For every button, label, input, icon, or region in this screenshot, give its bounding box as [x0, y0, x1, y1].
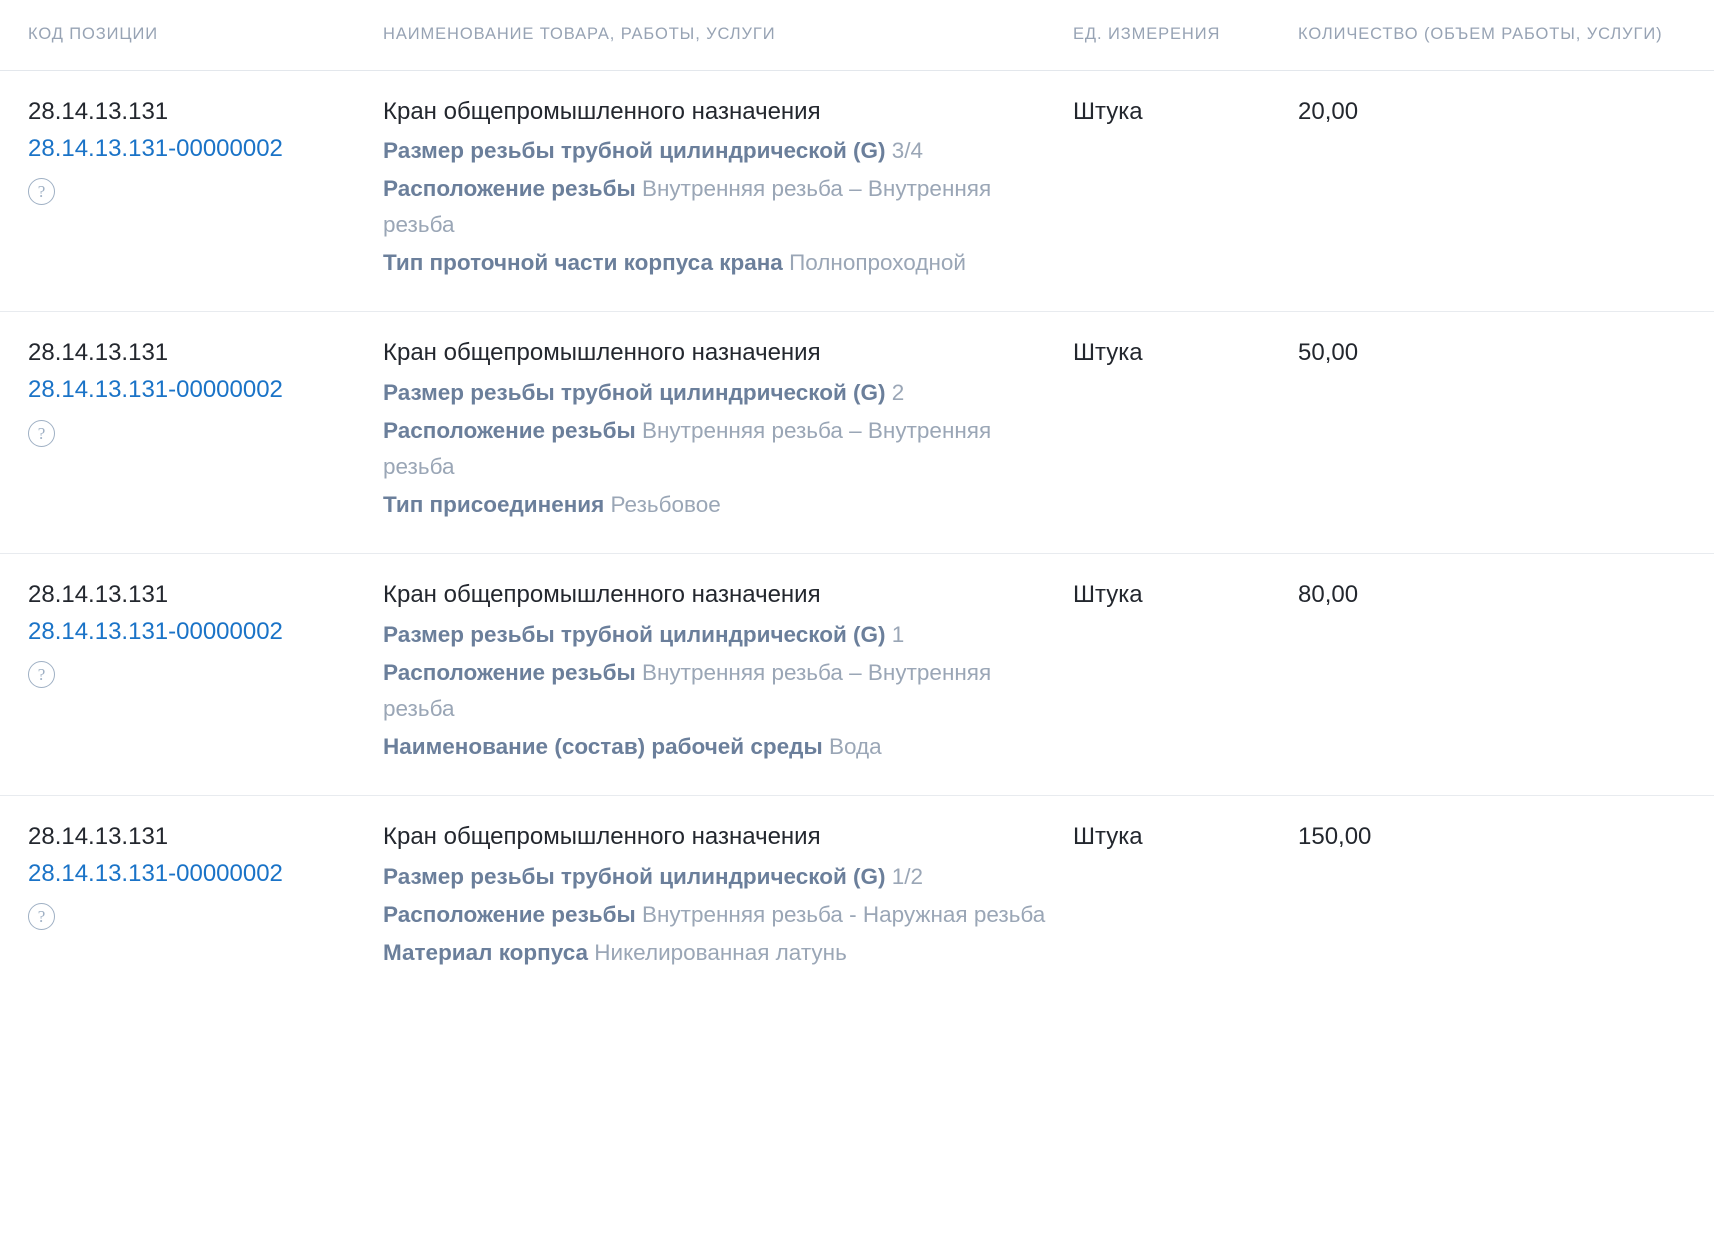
- unit-value: Штука: [1073, 822, 1143, 850]
- attribute-label: Расположение резьбы: [383, 901, 636, 927]
- attribute-value: Внутренняя резьба – Внутренняя резьба: [383, 176, 992, 238]
- unit-value: Штука: [1073, 97, 1143, 125]
- product-attribute: [383, 859, 1055, 895]
- help-icon[interactable]: ?: [28, 420, 55, 447]
- position-code: 28.14.13.131: [28, 581, 169, 609]
- help-icon[interactable]: ?: [28, 903, 55, 930]
- table-body: [0, 71, 1714, 1001]
- attribute-label: Расположение резьбы: [383, 418, 636, 444]
- cell-code: [28, 336, 383, 446]
- quantity-value: 20,00: [1298, 97, 1359, 125]
- cell-unit: [1073, 820, 1298, 854]
- attribute-value: 1: [891, 621, 905, 647]
- attribute-label: Размер резьбы трубной цилиндрической (G): [383, 380, 886, 406]
- attribute-label: Размер резьбы трубной цилиндрической (G): [383, 621, 886, 647]
- attribute-label: Материал корпуса: [383, 939, 588, 965]
- product-attribute: [383, 133, 1055, 169]
- cell-name: [383, 95, 1073, 282]
- position-code-link[interactable]: 28.14.13.131-00000002: [28, 134, 283, 162]
- attribute-label: Расположение резьбы: [383, 659, 636, 685]
- help-icon[interactable]: ?: [28, 661, 55, 688]
- cell-name: [383, 336, 1073, 523]
- product-name: Кран общепромышленного назначения: [383, 97, 821, 125]
- position-code: 28.14.13.131: [28, 822, 169, 850]
- product-attribute: [383, 935, 1055, 971]
- product-name: Кран общепромышленного назначения: [383, 581, 821, 609]
- product-attribute: [383, 729, 1055, 765]
- unit-value: Штука: [1073, 339, 1143, 367]
- cell-quantity: [1298, 95, 1686, 129]
- cell-quantity: [1298, 336, 1686, 370]
- column-header-unit: ЕД. ИЗМЕРЕНИЯ: [1073, 25, 1221, 43]
- attribute-value: Вода: [828, 733, 882, 759]
- table-header-row: [0, 0, 1714, 71]
- attribute-label: Расположение резьбы: [383, 176, 636, 202]
- attribute-value: 2: [891, 380, 905, 406]
- product-attribute: [383, 617, 1055, 653]
- product-attribute: [383, 171, 1055, 243]
- table-row: [0, 796, 1714, 1001]
- table-row: [0, 71, 1714, 313]
- attribute-value: Резьбовое: [610, 492, 721, 518]
- position-code-link[interactable]: 28.14.13.131-00000002: [28, 860, 283, 888]
- attribute-value: Внутренняя резьба – Внутренняя резьба: [383, 418, 992, 480]
- cell-quantity: [1298, 578, 1686, 612]
- product-attribute: [383, 655, 1055, 727]
- position-code: 28.14.13.131: [28, 97, 169, 125]
- cell-unit: [1073, 336, 1298, 370]
- product-attribute: [383, 487, 1055, 523]
- column-header-name: НАИМЕНОВАНИЕ ТОВАРА, РАБОТЫ, УСЛУГИ: [383, 25, 776, 43]
- attribute-label: Тип присоединения: [383, 492, 605, 518]
- cell-code: [28, 95, 383, 205]
- cell-unit: [1073, 95, 1298, 129]
- table-row: [0, 554, 1714, 796]
- attribute-value: Внутренняя резьба – Внутренняя резьба: [383, 659, 992, 721]
- help-icon[interactable]: ?: [28, 178, 55, 205]
- product-attribute: [383, 897, 1055, 933]
- attribute-value: 1/2: [891, 863, 924, 889]
- position-code: 28.14.13.131: [28, 339, 169, 367]
- attribute-value: 3/4: [891, 138, 924, 164]
- attribute-value: Никелированная латунь: [594, 939, 847, 965]
- cell-unit: [1073, 578, 1298, 612]
- cell-code: [28, 578, 383, 688]
- attribute-value: Полнопроходной: [789, 250, 966, 276]
- attribute-value: Внутренняя резьба - Наружная резьба: [641, 901, 1046, 927]
- product-attribute: [383, 375, 1055, 411]
- quantity-value: 80,00: [1298, 581, 1359, 609]
- unit-value: Штука: [1073, 581, 1143, 609]
- position-code-link[interactable]: 28.14.13.131-00000002: [28, 618, 283, 646]
- column-header-quantity: КОЛИЧЕСТВО (ОБЪЕМ РАБОТЫ, УСЛУГИ): [1298, 25, 1663, 43]
- product-attribute: [383, 413, 1055, 485]
- product-name: Кран общепромышленного назначения: [383, 822, 821, 850]
- cell-name: [383, 820, 1073, 971]
- product-attribute: [383, 245, 1055, 281]
- quantity-value: 150,00: [1298, 822, 1372, 850]
- position-code-link[interactable]: 28.14.13.131-00000002: [28, 376, 283, 404]
- attribute-label: Наименование (состав) рабочей среды: [383, 733, 823, 759]
- quantity-value: 50,00: [1298, 339, 1359, 367]
- attribute-label: Размер резьбы трубной цилиндрической (G): [383, 863, 886, 889]
- cell-code: [28, 820, 383, 930]
- attribute-label: Размер резьбы трубной цилиндрической (G): [383, 138, 886, 164]
- product-name: Кран общепромышленного назначения: [383, 339, 821, 367]
- cell-name: [383, 578, 1073, 765]
- attribute-label: Тип проточной части корпуса крана: [383, 250, 783, 276]
- cell-quantity: [1298, 820, 1686, 854]
- column-header-code: КОД ПОЗИЦИИ: [28, 25, 159, 43]
- table-row: [0, 312, 1714, 554]
